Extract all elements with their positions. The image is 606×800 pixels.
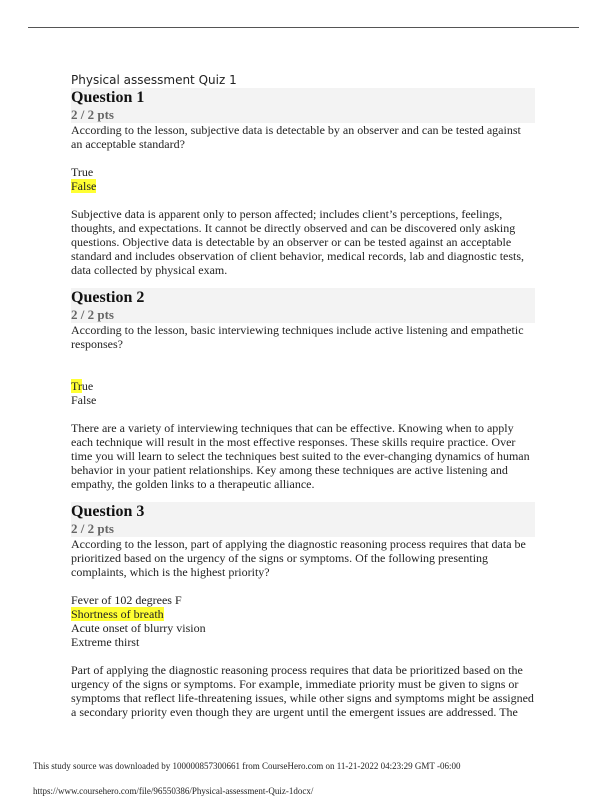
question-3	[71, 502, 535, 719]
question-2-option-false: False	[71, 393, 97, 407]
question-1-option-false	[71, 179, 535, 193]
document-title: Physical assessment Quiz 1	[71, 73, 237, 87]
question-1-prompt: According to the lesson, subjective data is detectable by an observer and can be tested against an acceptable standard?	[71, 123, 521, 151]
question-3-option-3: Acute onset of blurry vision	[71, 621, 206, 635]
selected-answer-highlight: Tr	[71, 379, 82, 393]
question-2	[71, 288, 535, 491]
question-2-header	[71, 288, 535, 323]
question-3-title: Question 3	[71, 503, 145, 520]
question-1-title: Question 1	[71, 89, 145, 106]
top-divider	[28, 27, 579, 28]
question-2-title: Question 2	[71, 289, 145, 306]
selected-answer-highlight: Shortness of breath	[71, 607, 164, 621]
question-1	[71, 88, 535, 277]
download-note: This study source was downloaded by 100000857300661 from CourseHero.com on 11-21-2022 04:23:29 GMT -06:00	[33, 761, 461, 771]
selected-answer-highlight: False	[71, 179, 97, 193]
question-1-option-true: True	[71, 165, 94, 179]
source-url[interactable]: https://www.coursehero.com/file/96550386/Physical-assessment-Quiz-1docx/	[33, 786, 314, 796]
question-1-points: 2 / 2 pts	[71, 107, 114, 122]
question-2-prompt: According to the lesson, basic interviewing techniques include active listening and empathetic responses?	[71, 323, 524, 351]
question-3-prompt: According to the lesson, part of applying the diagnostic reasoning process requires that data be prioritized based on the urgency of the signs or symptoms. Of the following presenting complaints, which is the highest priority?	[71, 537, 526, 579]
question-3-points: 2 / 2 pts	[71, 521, 114, 536]
question-1-header	[71, 88, 535, 123]
question-3-option-1: Fever of 102 degrees F	[71, 593, 182, 607]
question-2-option-true: True	[71, 379, 94, 393]
question-2-points: 2 / 2 pts	[71, 307, 114, 322]
question-2-explanation: There are a variety of interviewing techniques that can be effective. Knowing when to apply each technique will result in the most effective responses. These skills require practice. Over time you will learn to select the techniques best suited to the ever-changing dynamics of human behavior in your patient relationships. Key among these techniques are active listening and empathy, the golden links to a therapeutic alliance.	[71, 421, 530, 491]
question-3-option-4: Extreme thirst	[71, 635, 140, 649]
question-3-option-2	[71, 607, 535, 621]
question-3-header	[71, 502, 535, 537]
question-3-explanation: Part of applying the diagnostic reasoning process requires that data be prioritized based on the urgency of the signs or symptoms. For example, immediate priority must be given to signs or symptoms that reflect life-threatening issues, while other signs and symptoms might be assigned a secondary priority even though they are urgent until the emergent issues are addressed. The	[71, 663, 534, 719]
question-1-explanation: Subjective data is apparent only to person affected; includes client’s perceptions, feelings, thoughts, and expectations. It cannot be directly observed and can be discovered only asking questions. Objective data is detectable by an observer or can be tested against an acceptable standard and includes observation of client behavior, medical records, lab and diagnostic tests, data collected by physical exam.	[71, 207, 525, 277]
